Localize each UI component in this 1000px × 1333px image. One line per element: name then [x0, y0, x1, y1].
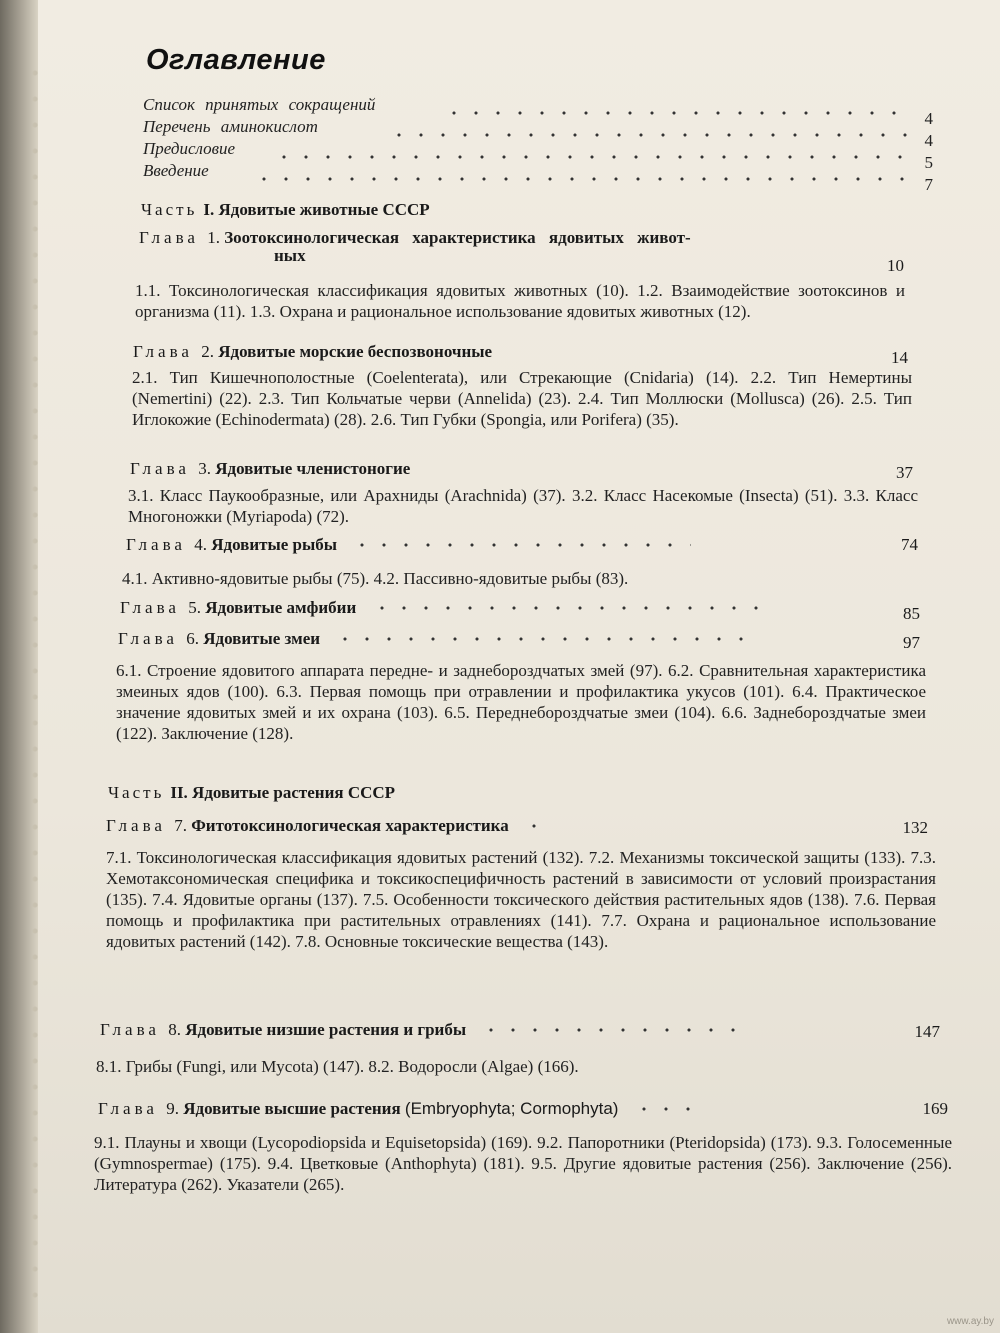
chapter-number: 6. — [186, 629, 199, 648]
chapter-word: Глава — [130, 459, 190, 478]
chapter-page: 147 — [914, 1022, 940, 1041]
chapter-page: 97 — [903, 633, 920, 652]
chapter-title-continued: ных — [274, 246, 306, 265]
chapter-word: Глава — [106, 816, 166, 835]
toc-entry-abbreviations — [143, 95, 933, 117]
chapter-word: Глава — [118, 629, 178, 648]
page-title: Оглавление — [146, 44, 326, 76]
book-page — [38, 0, 1000, 1333]
chapter-title-latin: (Embryophyta; Cormophyta) — [404, 1099, 619, 1118]
part-heading-1 — [141, 200, 430, 220]
chapter-sections-4: 4.1. Активно-ядовитые рыбы (75). 4.2. Пассивно-ядовитые рыбы (83). — [122, 569, 629, 588]
toc-entry-page: 7 — [924, 175, 933, 194]
chapter-number: 2. — [201, 342, 214, 361]
chapter-number: 5. — [188, 598, 201, 617]
chapter-number: 7. — [174, 816, 187, 835]
chapter-number: 9. — [166, 1099, 179, 1118]
part-word: Часть — [108, 783, 165, 802]
chapter-heading-8 — [100, 1020, 940, 1042]
chapter-title: Фитотоксинологическая характеристика — [191, 816, 509, 835]
chapter-word: Глава — [133, 342, 193, 361]
chapter-heading-6 — [118, 629, 920, 651]
chapter-number: 8. — [168, 1020, 181, 1039]
watermark: www.ay.by — [946, 1316, 994, 1327]
chapter-page: 10 — [887, 256, 904, 275]
table-of-contents — [38, 0, 1000, 1333]
chapter-sections-1: 1.1. Токсинологическая классификация ядовитых животных (10). 1.2. Взаимодействие зоотоксинов и организма (11). 1.3. Охрана и рациональное использование ядовитых животных (12). — [135, 281, 905, 321]
toc-entry-label: Предисловие — [143, 139, 236, 158]
chapter-heading-3 — [130, 459, 913, 481]
chapter-heading-4 — [126, 535, 918, 557]
chapter-title: Ядовитые морские беспозвоночные — [218, 342, 493, 361]
dot-leader — [633, 1104, 693, 1114]
chapter-sections-3: 3.1. Класс Паукообразные, или Арахниды (Arachnida) (37). 3.2. Класс Насекомые (Insecta) (51). 3.3. Класс Многоножки (Myriapoda) (72). — [128, 486, 918, 526]
toc-entry-page: 5 — [924, 153, 933, 172]
toc-entry-label: Перечень аминокислот — [143, 117, 318, 136]
chapter-word: Глава — [139, 228, 199, 247]
toc-entry-label: Введение — [143, 161, 209, 180]
chapter-sections-7: 7.1. Токсинологическая классификация ядовитых растений (132). 7.2. Механизмы токсической защиты (133). 7.3. Хемотаксономическая специфика и токсикоспецифичность растений в зависимости от условий произрастания (135). 7.4. Ядовитые органы (137). 7.5. Особенности токсического действия растительных ядов (138). 7.6. Первая помощь и профилактика при растительных отравлениях (141). 7.7. Охрана и рациональное использование ядовитых растений (142). 7.8. Основные токсические вещества (143). — [106, 848, 936, 951]
chapter-title: Ядовитые низшие растения и грибы — [185, 1020, 467, 1039]
chapter-page: 85 — [903, 604, 920, 623]
dot-leader — [351, 540, 691, 550]
dot-leader — [253, 161, 913, 183]
part-title: II. Ядовитые растения СССР — [170, 783, 396, 802]
chapter-sections-2: 2.1. Тип Кишечнополостные (Coelenterata), или Стрекающие (Cnidaria) (14). 2.2. Тип Немертины (Nemertini) (22). 2.3. Тип Кольчатые черви (Annelida) (23). 2.4. Тип Моллюски (Mollusca) (26). 2.5. Тип Иглокожие (Echinodermata) (28). 2.6. Тип Губки (Spongia, или Porifera) (35). — [132, 368, 912, 429]
chapter-page: 14 — [891, 348, 908, 367]
chapter-sections-8: 8.1. Грибы (Fungi, или Mycota) (147). 8.2. Водоросли (Algae) (166). — [96, 1057, 579, 1076]
chapter-title: Ядовитые членистоногие — [215, 459, 411, 478]
chapter-title: Ядовитые рыбы — [211, 535, 338, 554]
chapter-sections-9: 9.1. Плауны и хвощи (Lycopodiopsida и Equisetopsida) (169). 9.2. Папоротники (Pteridopsida) (173). 9.3. Голосеменные (Gymnospermae) (175). 9.4. Цветковые (Anthophyta) (181). 9.5. Другие ядовитые растения (256). Заключение (256). Литература (262). Указатели (265). — [94, 1133, 952, 1194]
chapter-title: Ядовитые амфибии — [205, 598, 357, 617]
chapter-word: Глава — [98, 1099, 158, 1118]
chapter-word: Глава — [120, 598, 180, 617]
toc-entry-page: 4 — [924, 131, 933, 150]
dot-leader — [480, 1025, 740, 1035]
chapter-heading-2 — [133, 342, 908, 367]
chapter-title: Зоотоксинологическая характеристика ядовитых живот- — [224, 228, 691, 247]
chapter-heading-7 — [106, 816, 928, 838]
part-title: I. Ядовитые животные СССР — [203, 200, 430, 219]
chapter-number: 1. — [207, 228, 220, 247]
toc-entry-label: Список принятых сокращений — [143, 95, 376, 114]
chapter-title: Ядовитые высшие растения — [183, 1099, 401, 1118]
chapter-word: Глава — [126, 535, 186, 554]
dot-leader — [334, 634, 754, 644]
chapter-heading-5 — [120, 598, 920, 623]
dot-leader — [371, 603, 761, 613]
chapter-heading-9 — [98, 1099, 948, 1121]
chapter-number: 4. — [194, 535, 207, 554]
chapter-page: 169 — [922, 1099, 948, 1118]
part-heading-2 — [108, 783, 395, 803]
chapter-heading-1-cont — [274, 246, 904, 275]
dot-leader — [523, 821, 543, 831]
chapter-title: Ядовитые змеи — [203, 629, 321, 648]
chapter-page: 37 — [896, 463, 913, 482]
toc-entry-introduction — [143, 153, 933, 183]
toc-entry-amino-acids — [143, 109, 933, 139]
chapter-page: 74 — [901, 535, 918, 554]
dot-leader — [273, 139, 913, 161]
dot-leader — [388, 117, 913, 139]
chapter-number: 3. — [198, 459, 211, 478]
part-word: Часть — [141, 200, 198, 219]
dot-leader — [443, 95, 913, 117]
chapter-word: Глава — [100, 1020, 160, 1039]
toc-entry-page: 4 — [924, 109, 933, 128]
chapter-page: 132 — [902, 818, 928, 837]
chapter-sections-6: 6.1. Строение ядовитого аппарата передне- и заднебороздчатых змей (97). 6.2. Сравнительная характеристика змеиных ядов (100). 6.3. Первая помощь при отравлении и профилактика укусов (101). 6.4. Практическое значение ядовитых змей и их охрана (103). 6.5. Переднебороздчатые змеи (104). 6.6. Заднебороздчатые змеи (122). Заключение (128). — [116, 661, 926, 743]
toc-entry-preface — [143, 131, 933, 161]
